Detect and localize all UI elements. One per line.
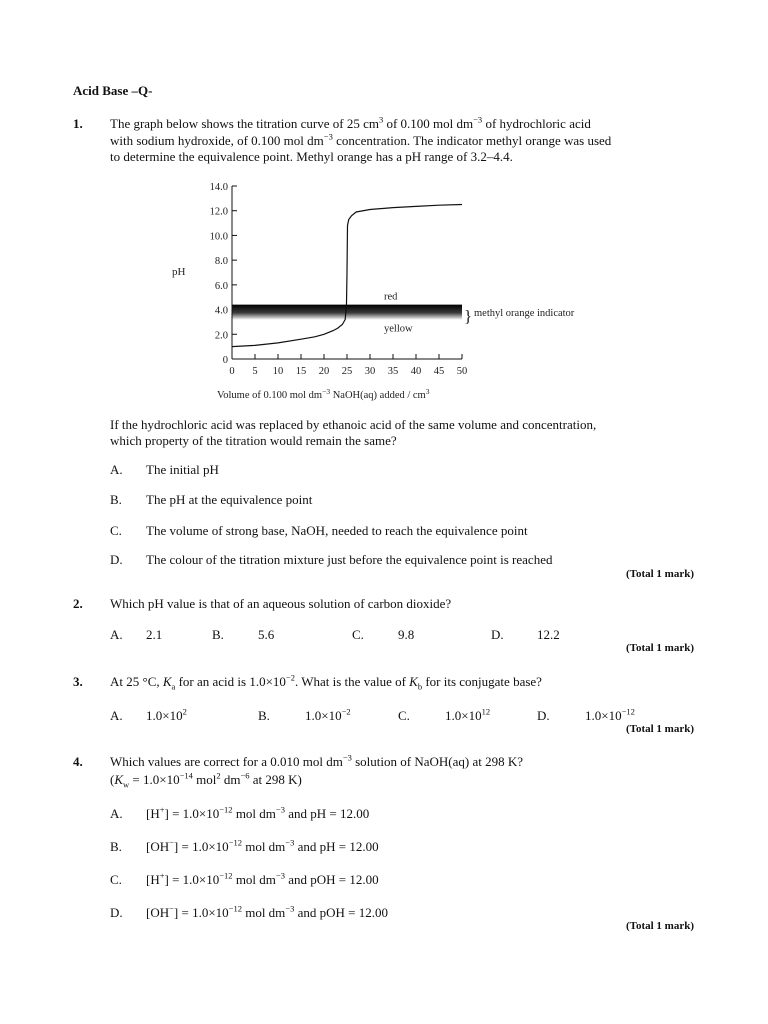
x-tick-label: 50 — [456, 366, 468, 377]
titration-curve-chart — [160, 172, 640, 407]
q2-option-c-letter: C. — [352, 627, 364, 642]
q1-option-d-letter: D. — [110, 552, 123, 567]
x-tick-label: 30 — [364, 366, 376, 377]
x-tick-label: 40 — [410, 366, 422, 377]
y-tick-label: 4.0 — [214, 305, 228, 317]
q1-option-a-letter: A. — [110, 462, 123, 477]
q3-option-b-letter: B. — [258, 708, 270, 723]
y-tick-label: 14.0 — [209, 182, 228, 193]
q4-total-mark: (Total 1 mark) — [625, 920, 694, 932]
q2-option-d[interactable]: 12.2 — [537, 627, 560, 642]
x-tick-label: 15 — [295, 366, 307, 377]
question-2-number: 2. — [73, 596, 83, 611]
question-1-stem-line-1: The graph below shows the titration curve of 25 $cm^3$ of 0.100 mol $dm^{-3}$ of hydrochloric acid — [110, 114, 591, 131]
question-3-number: 3. — [73, 674, 83, 689]
q4-option-a-letter: A. — [110, 806, 123, 821]
q4-option-a[interactable]: $[H^+] = 1.0\times 10^{-12}$ mol $dm^{-3}$ and pH = 12.00 — [146, 804, 370, 821]
y-tick-label: 10.0 — [209, 231, 228, 243]
q3-option-a-letter: A. — [110, 708, 123, 723]
x-tick-label: 10 — [272, 366, 284, 377]
q3-option-d-letter: D. — [537, 708, 550, 723]
y-tick-label: 6.0 — [214, 280, 228, 292]
q3-total-mark: (Total 1 mark) — [625, 723, 694, 735]
q3-option-c-letter: C. — [398, 708, 410, 723]
question-1-number: 1. — [73, 116, 83, 131]
q2-option-c[interactable]: 9.8 — [398, 627, 415, 642]
yellow-label: yellow — [384, 323, 413, 335]
question-4-kw: ($K_w = 1.0\times 10^{-14}$ mol$^2$ $dm^{-6}$ at 298 K) — [110, 770, 302, 790]
y-tick-label: 12.0 — [209, 206, 228, 218]
x-tick-label: 25 — [341, 366, 353, 377]
y-tick-label: 2.0 — [214, 330, 228, 342]
question-1-prompt-line-1: If the hydrochloric acid was replaced by ethanoic acid of the same volume and concentration, — [110, 417, 597, 432]
x-tick-label: 45 — [433, 366, 445, 377]
q1-option-b[interactable]: The pH at the equivalence point — [146, 492, 313, 507]
indicator-label: methyl orange indicator — [474, 308, 575, 320]
q1-option-d[interactable]: The colour of the titration mixture just before the equivalence point is reached — [146, 552, 553, 567]
x-tick-label: 35 — [387, 366, 399, 377]
q2-option-a-letter: A. — [110, 627, 123, 642]
q4-option-b[interactable]: $[OH^-] = 1.0\times 10^{-12}$ mol $dm^{-3}$ and pH = 12.00 — [146, 837, 379, 854]
red-label: red — [384, 291, 398, 303]
q4-option-c-letter: C. — [110, 872, 122, 887]
q3-option-d[interactable]: $1.0\times 10^{-12}$ — [585, 706, 635, 723]
q1-total-mark: (Total 1 mark) — [625, 568, 694, 580]
brace-icon: } — [464, 306, 473, 326]
y-axis-label: pH — [172, 265, 186, 278]
q4-option-c[interactable]: $[H^+] = 1.0\times 10^{-12}$ mol $dm^{-3}$ and pOH = 12.00 — [146, 870, 379, 887]
question-1-stem-line-2: with sodium hydroxide, of 0.100 mol $dm^{-3}$ concentration. The indicator methyl orange was used — [110, 131, 612, 148]
methyl-orange-indicator-band — [232, 305, 462, 320]
q2-option-b[interactable]: 5.6 — [258, 627, 275, 642]
q3-option-b[interactable]: $1.0\times 10^{-2}$ — [305, 706, 351, 723]
q2-total-mark: (Total 1 mark) — [625, 642, 694, 654]
q1-option-b-letter: B. — [110, 492, 122, 507]
q4-option-d[interactable]: $[OH^-] = 1.0\times 10^{-12}$ mol $dm^{-3}$ and pOH = 12.00 — [146, 903, 388, 920]
q1-option-a[interactable]: The initial pH — [146, 462, 219, 477]
q1-option-c-letter: C. — [110, 523, 122, 538]
question-2-stem: Which pH value is that of an aqueous solution of carbon dioxide? — [110, 596, 452, 611]
q3-option-a[interactable]: $1.0\times 10^2$ — [146, 706, 187, 723]
question-1-stem-line-3: to determine the equivalence point. Methyl orange has a pH range of 3.2–4.4. — [110, 149, 513, 164]
y-tick-label: 0 — [222, 355, 228, 366]
q1-option-c[interactable]: The volume of strong base, NaOH, needed to reach the equivalence point — [146, 523, 528, 538]
y-tick-label: 8.0 — [214, 256, 228, 268]
q2-option-d-letter: D. — [491, 627, 504, 642]
x-tick-label: 5 — [252, 366, 258, 377]
question-4-number: 4. — [73, 754, 83, 769]
titration-curve-line — [232, 205, 462, 347]
question-3-stem: At 25 °C, $K_a$ for an acid is $1.0\times 10^{-2}$. What is the value of $K_b$ for its conjugate base? — [110, 672, 542, 692]
q2-option-b-letter: B. — [212, 627, 224, 642]
q3-option-c[interactable]: $1.0\times 10^{12}$ — [445, 706, 491, 723]
x-tick-label: 20 — [318, 366, 330, 377]
x-tick-label: 0 — [229, 366, 235, 377]
q4-option-d-letter: D. — [110, 905, 123, 920]
x-axis-label: Volume of 0.100 mol $dm^{-3}$ NaOH(aq) added / $cm^3$ — [217, 387, 430, 401]
question-4-stem: Which values are correct for a 0.010 mol $dm^{-3}$ solution of NaOH(aq) at 298 K? — [110, 752, 524, 769]
q4-option-b-letter: B. — [110, 839, 122, 854]
question-1-prompt-line-2: which property of the titration would remain the same? — [110, 433, 397, 448]
page-title: Acid Base –Q- — [73, 83, 153, 98]
q2-option-a[interactable]: 2.1 — [146, 627, 163, 642]
